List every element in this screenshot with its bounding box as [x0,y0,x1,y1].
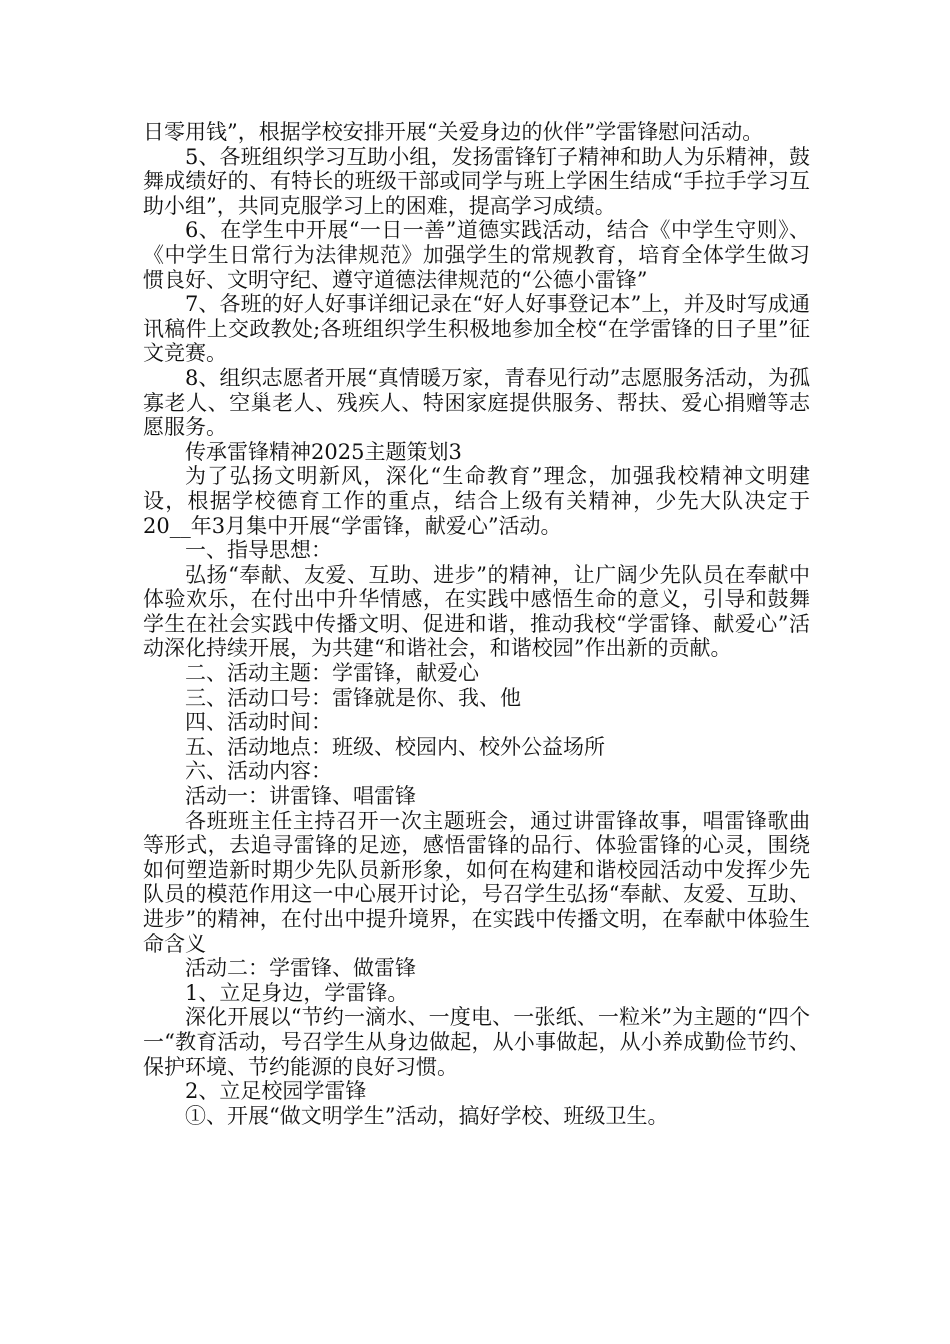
paragraph: 深化开展以“节约一滴水、一度电、一张纸、一粒米”为主题的“四个一“教育活动，号召学生从身边做起，从小事做起，从小养成勤俭节约、保护环境、节约能源的良好习惯。 [143,1005,810,1079]
paragraph: 日零用钱”，根据学校安排开展“关爱身边的伙伴”学雷锋慰问活动。 [143,120,764,144]
paragraph: 8、组织志愿者开展“真情暖万家，青春见行动”志愿服务活动，为孤寡老人、空巢老人、残疾人、特困家庭提供服务、帮扶、爱心捐赠等志愿服务。 [143,365,810,440]
heading-activity-slogan: 三、活动口号：雷锋就是你、我、他 [185,685,521,710]
subheading-activity-two: 活动二：学雷锋、做雷锋 [185,956,416,981]
section-title: 传承雷锋精神2025主题策划3 [185,439,462,464]
paragraph: 6、在学生中开展“一日一善”道德实践活动，结合《中学生守则》、《中学生日常行为法律规范》加强学生的常规教育，培育全体学生做习惯良好、文明守纪、遵守道德法律规范的“公德小雷锋” [143,218,810,292]
paragraph: 7、各班的好人好事详细记录在“好人好事登记本”上，并及时写成通讯稿件上交政教处;各班组织学生积极地参加全校“在学雷锋的日子里”征文竞赛。 [143,292,810,366]
heading-activity-location: 五、活动地点：班级、校园内、校外公益场所 [185,734,605,759]
paragraph: 5、各班组织学习互助小组，发扬雷锋钉子精神和助人为乐精神，鼓舞成绩好的、有特长的班级干部或同学与班上学困生结成“手拉手学习互助小组”，共同克服学习上的困难，提高学习成绩。 [143,144,810,218]
document-body [143,120,810,1128]
list-item: 2、立足校园学雷锋 [185,1079,367,1104]
heading-guiding-ideology: 一、指导思想： [185,538,332,563]
list-item: ①、开展“做文明学生”活动，搞好学校、班级卫生。 [185,1103,669,1128]
heading-activity-content: 六、活动内容： [185,759,332,784]
subheading-activity-one: 活动一：讲雷锋、唱雷锋 [185,784,416,809]
list-item: 1、立足身边，学雷锋。 [185,980,409,1005]
heading-activity-time: 四、活动时间： [185,710,332,735]
heading-activity-theme: 二、活动主题：学雷锋，献爱心 [185,661,479,686]
paragraph: 为了弘扬文明新风，深化“生命教育”理念，加强我校精神文明建设，根据学校德育工作的重点，结合上级有关精神，少先大队决定于20__年3月集中开展“学雷锋，献爱心”活动。 [143,464,810,538]
paragraph: 弘扬“奉献、友爱、互助、进步”的精神，让广阔少先队员在奉献中体验欢乐，在付出中升华情感，在实践中感悟生命的意义，引导和鼓舞学生在社会实践中传播文明、促进和谐，推动我校“学雷锋、献爱心”活动深化持续开展，为共建“和谐社会，和谐校园”作出新的贡献。 [143,562,810,661]
paragraph: 各班班主任主持召开一次主题班会，通过讲雷锋故事，唱雷锋歌曲等形式，去追寻雷锋的足迹，感悟雷锋的品行、体验雷锋的心灵，围绕如何塑造新时期少先队员新形象，如何在构建和谐校园活动中发挥少先队员的模范作用这一中心展开讨论，号召学生弘扬“奉献、友爱、互助、进步”的精神，在付出中提升境界，在实践中传播文明，在奉献中体验生命含义 [143,808,810,956]
